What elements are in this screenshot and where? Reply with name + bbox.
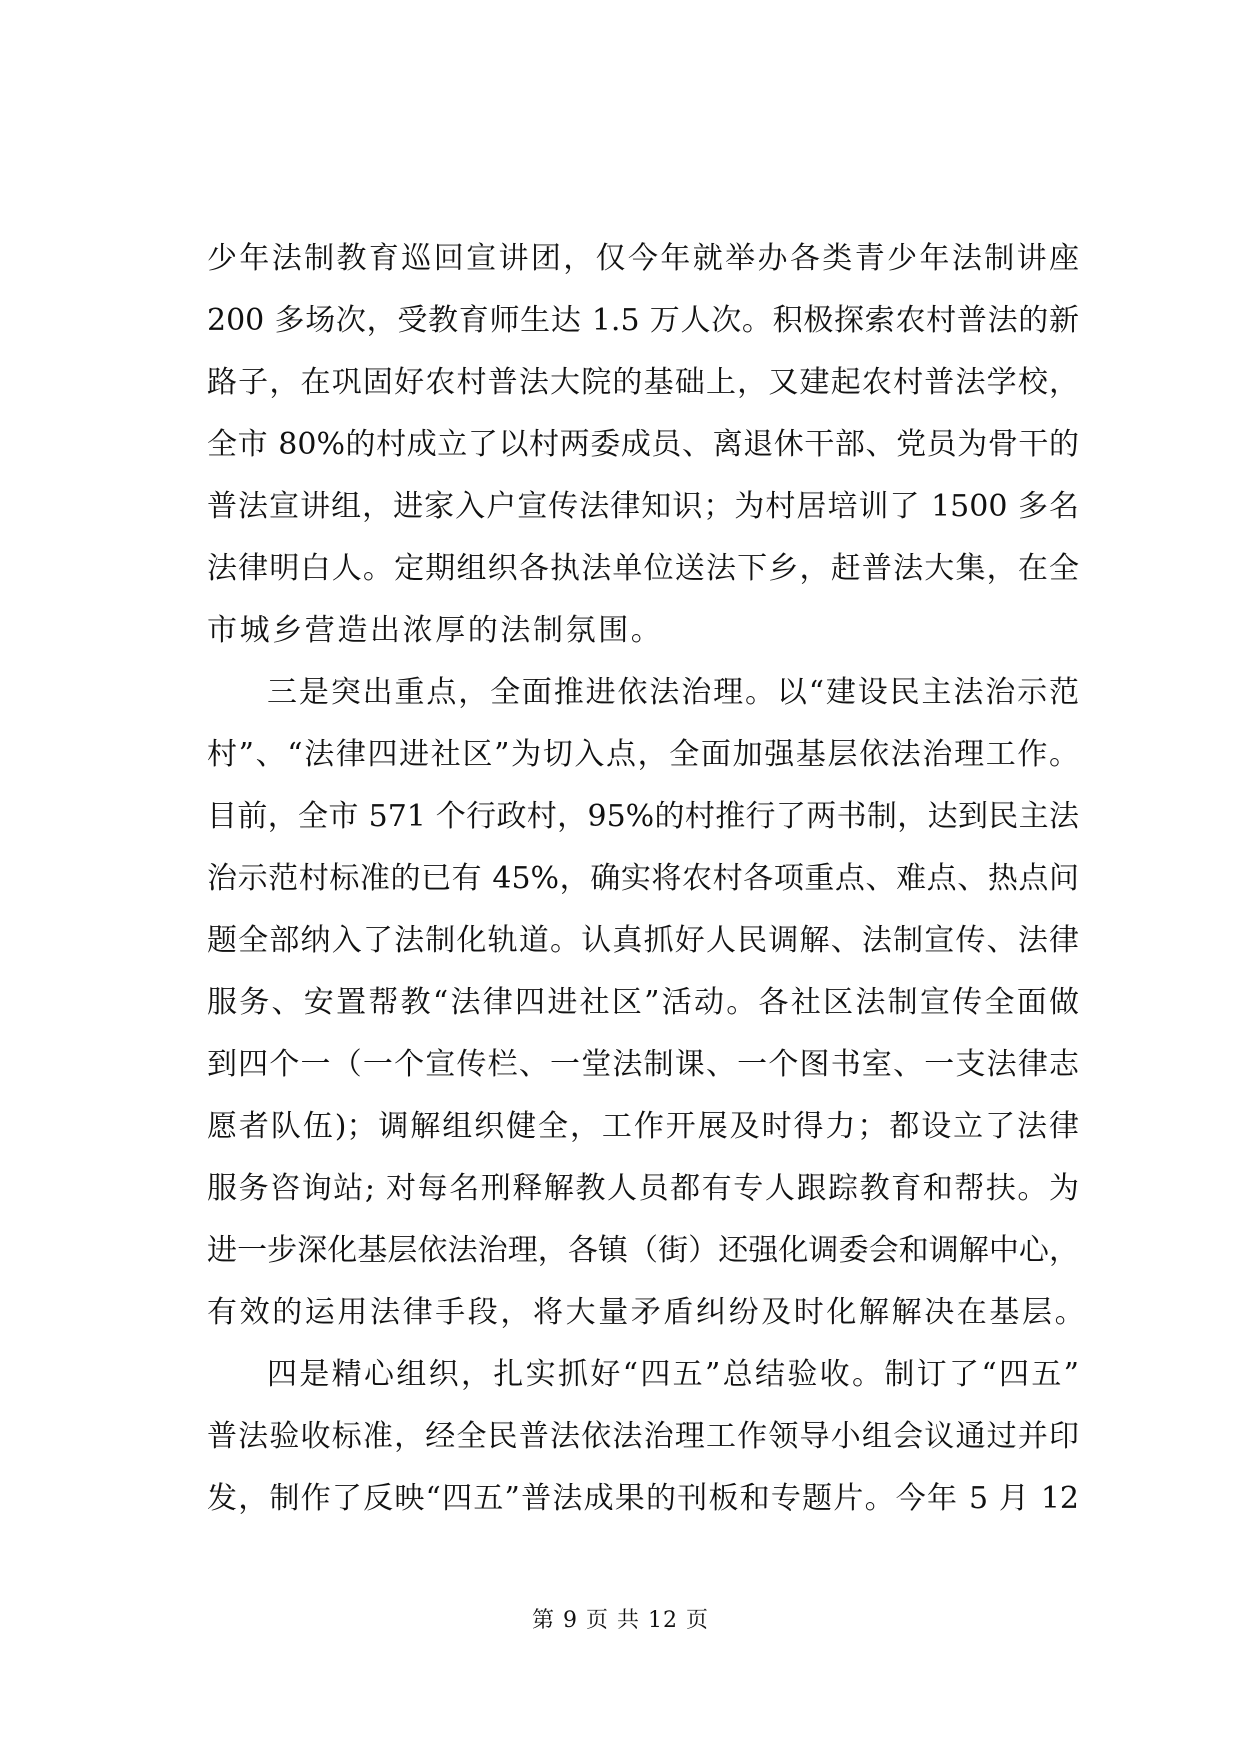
paragraph-start-line: 三是突出重点，全面推进依法治理。以“建设民主法治示范 xyxy=(267,675,1079,710)
document-body xyxy=(207,228,1088,1530)
text-line: 服务咨询站; 对每名刑释解教人员都有专人跟踪教育和帮扶。为 xyxy=(207,1171,1079,1206)
text-line: 路子，在巩固好农村普法大院的基础上，又建起农村普法学校， xyxy=(207,365,1079,400)
text-line: 法律明白人。定期组织各执法单位送法下乡，赶普法大集，在全 xyxy=(207,551,1079,586)
text-line: 治示范村标准的已有 45%，确实将农村各项重点、难点、热点问 xyxy=(207,861,1079,896)
text-line: 目前，全市 571 个行政村，95%的村推行了两书制，达到民主法 xyxy=(207,799,1079,834)
text-line: 普法验收标准，经全民普法依法治理工作领导小组会议通过并印 xyxy=(207,1419,1079,1454)
text-line: 200 多场次，受教育师生达 1.5 万人次。积极探索农村普法的新 xyxy=(207,303,1079,338)
text-line: 有效的运用法律手段，将大量矛盾纠纷及时化解解决在基层。 xyxy=(207,1295,1088,1330)
text-line: 村”、“法律四进社区”为切入点，全面加强基层依法治理工作。 xyxy=(207,737,1079,772)
text-line: 服务、安置帮教“法律四进社区”活动。各社区法制宣传全面做 xyxy=(207,985,1079,1020)
text-line: 进一步深化基层依法治理，各镇（街）还强化调委会和调解中心， xyxy=(207,1233,1079,1268)
paragraph-start-line: 四是精心组织，扎实抓好“四五”总结验收。制订了“四五” xyxy=(267,1357,1079,1392)
text-line: 愿者队伍)；调解组织健全，工作开展及时得力；都设立了法律 xyxy=(207,1109,1079,1144)
text-line: 市城乡营造出浓厚的法制氛围。 xyxy=(207,613,664,648)
text-line: 全市 80%的村成立了以村两委成员、离退休干部、党员为骨干的 xyxy=(207,427,1079,462)
text-line: 少年法制教育巡回宣讲团，仅今年就举办各类青少年法制讲座 xyxy=(207,241,1079,276)
page-number: 第 9 页 共 12 页 xyxy=(532,1608,709,1633)
text-line: 到四个一（一个宣传栏、一堂法制课、一个图书室、一支法律志 xyxy=(207,1047,1079,1082)
text-line: 题全部纳入了法制化轨道。认真抓好人民调解、法制宣传、法律 xyxy=(207,923,1079,958)
text-line: 发，制作了反映“四五”普法成果的刊板和专题片。今年 5 月 12 xyxy=(207,1481,1079,1516)
text-line: 普法宣讲组，进家入户宣传法律知识；为村居培训了 1500 多名 xyxy=(207,489,1079,524)
